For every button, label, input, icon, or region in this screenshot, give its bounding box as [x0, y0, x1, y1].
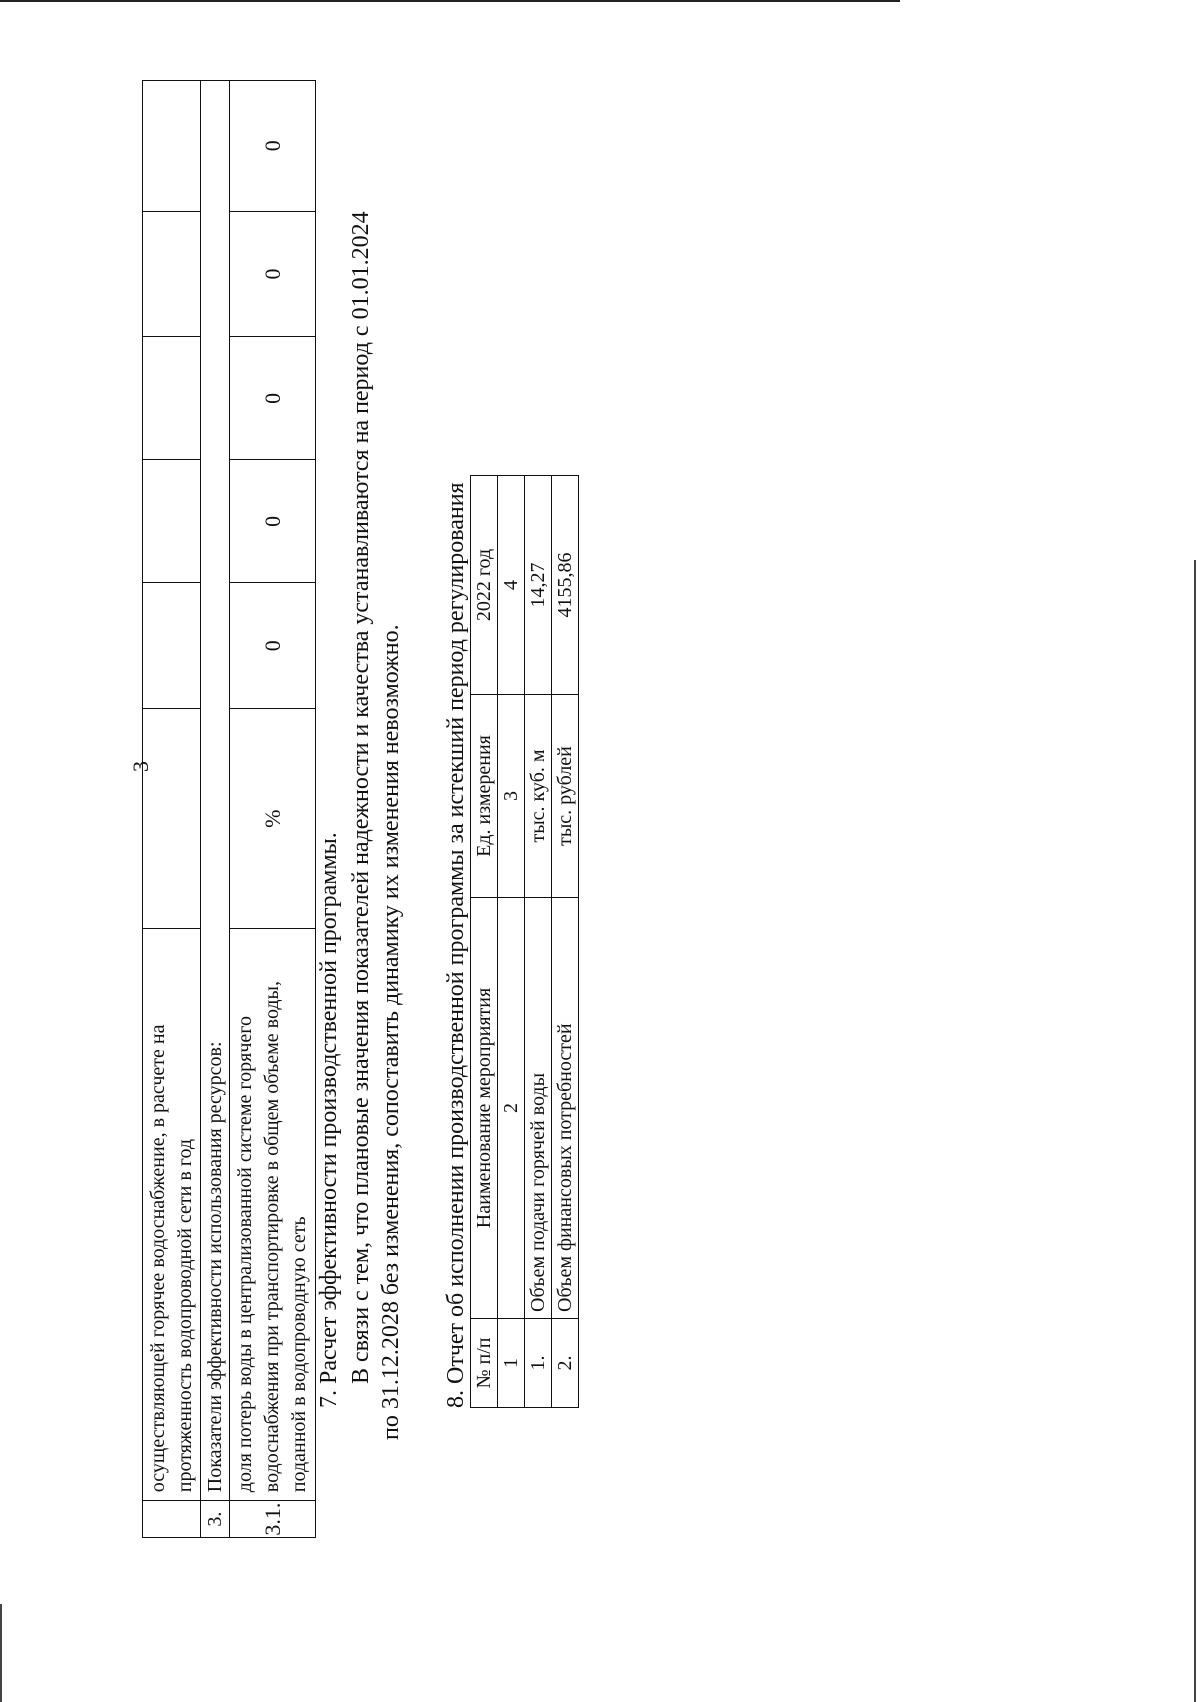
- row-number: [143, 1501, 201, 1538]
- scan-edge-left: [0, 1604, 2, 1702]
- value-cell: [143, 460, 201, 583]
- unit-cell: %: [230, 709, 316, 929]
- row-number: 2.: [552, 1319, 579, 1408]
- scan-edge-top: [0, 0, 900, 2]
- value-cell: 0: [230, 211, 316, 337]
- value-cell: 0: [230, 583, 316, 709]
- section-8-heading: 8. Отчет об исполнении производственной программы за истекший период регулирования: [443, 482, 469, 1408]
- indicator-name: осуществляющей горячее водоснабжение, в расчете на протяженность водопроводной сети в год: [143, 929, 201, 1501]
- activity-name: Объем финансовых потребностей: [552, 898, 579, 1319]
- header-cell: № п/п: [471, 1319, 498, 1408]
- report-table: [470, 475, 579, 1408]
- value-cell: 0: [230, 337, 316, 460]
- section-7-heading: 7. Расчет эффективности производственной программы.: [316, 832, 342, 1408]
- section-title: Показатели эффективности использования ресурсов:: [201, 81, 230, 1501]
- value-cell: 0: [230, 81, 316, 212]
- scan-edge-right: [1194, 560, 1196, 1702]
- value-cell: [143, 709, 201, 929]
- value-cell: 0: [230, 460, 316, 583]
- table-row: [230, 81, 316, 1538]
- row-number: 1.: [525, 1319, 552, 1408]
- header-cell: 2022 год: [471, 476, 498, 695]
- table-header-row: [471, 476, 498, 1408]
- table-row: [143, 81, 201, 1538]
- header-cell: Ед. измерения: [471, 695, 498, 898]
- value-cell: [143, 337, 201, 460]
- column-number: 2: [498, 898, 525, 1319]
- column-number: 4: [498, 476, 525, 695]
- table-row: [525, 476, 552, 1408]
- column-numbering-row: [498, 476, 525, 1408]
- rotated-page-content: [120, 80, 640, 1560]
- section-7-paragraph-line-2: по 31.12.2028 без изменения, сопоставить динамику их изменения невозможно.: [378, 624, 404, 1440]
- value-cell: [143, 583, 201, 709]
- table-row: [552, 476, 579, 1408]
- row-number: 3.: [201, 1501, 230, 1538]
- header-cell: Наименование мероприятия: [471, 898, 498, 1319]
- column-number: 1: [498, 1319, 525, 1408]
- indicators-table: [142, 80, 316, 1538]
- column-number: 3: [498, 695, 525, 898]
- value-cell: [143, 81, 201, 212]
- unit-cell: тыс. рублей: [552, 695, 579, 898]
- section-7-paragraph-line-1: В связи с тем, что плановые значения показателей надежности и качества устанавливаются на период с 01.01.2024: [348, 211, 374, 1384]
- value-cell: 14,27: [525, 476, 552, 695]
- unit-cell: тыс. куб. м: [525, 695, 552, 898]
- activity-name: Объем подачи горячей воды: [525, 898, 552, 1319]
- value-cell: [143, 211, 201, 337]
- page-number: 3: [128, 761, 153, 772]
- table-row: [201, 81, 230, 1538]
- row-number: 3.1.: [230, 1501, 316, 1538]
- indicator-name: доля потерь воды в централизованной системе горячего водоснабжения при транспортировке в общем объеме воды, поданной в водопроводную сеть: [230, 929, 316, 1501]
- value-cell: 4155,86: [552, 476, 579, 695]
